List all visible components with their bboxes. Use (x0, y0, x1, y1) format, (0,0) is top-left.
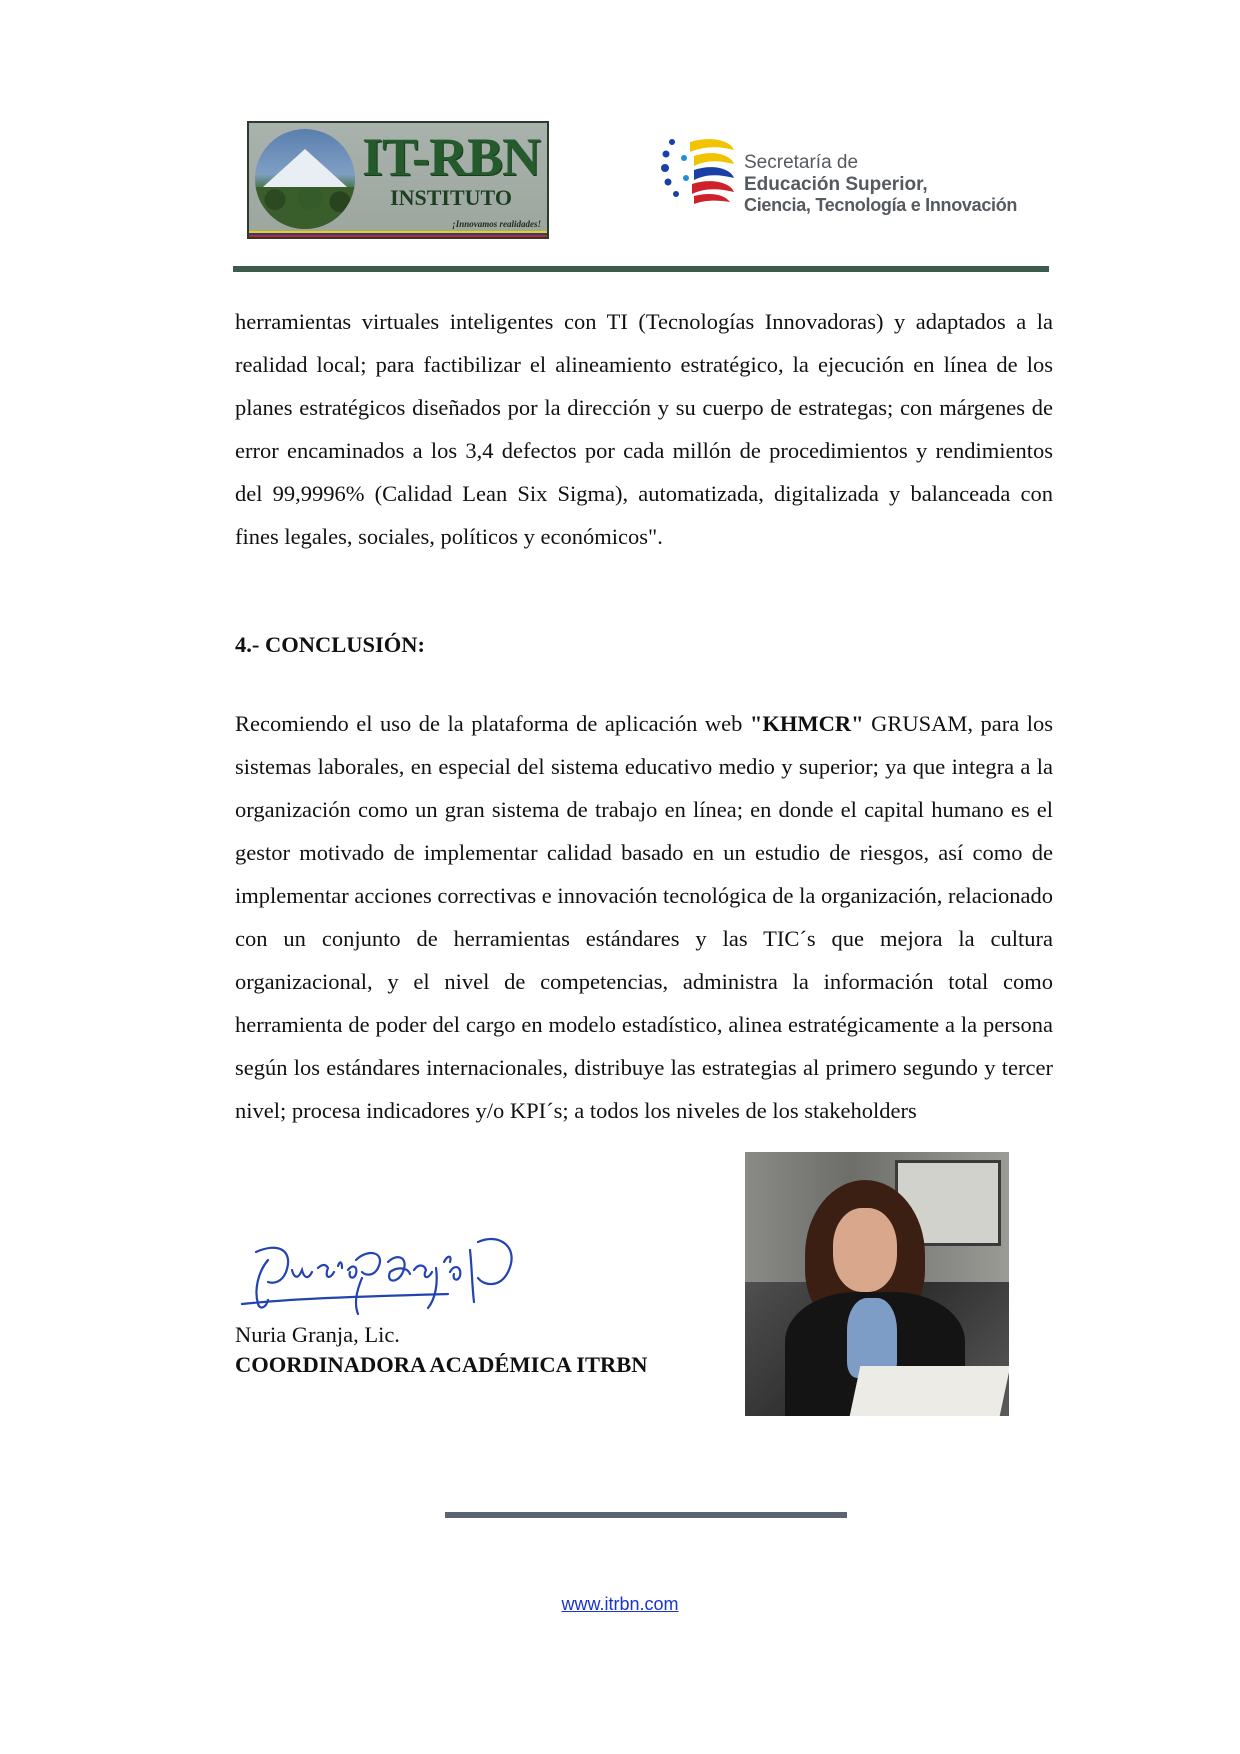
handwritten-signature (238, 1212, 538, 1320)
website-link[interactable]: www.itrbn.com (561, 1594, 679, 1614)
paragraph-1-text: herramientas virtuales inteligentes con TI (Tecnologías Innovadoras) y adaptados a la realidad local; para factibilizar el alineamiento estratégico, la ejecución en línea de los planes estratégicos diseñados por la dirección y su cuerpo de estrategas; con márgenes de error encaminados a los 3,4 defectos por cada millón de procedimientos y rendimientos del 99,9996% (Calidad Lean Six Sigma), automatizada, digitalizada y balanceada con fines legales, sociales, políticos y económicos". (235, 309, 1053, 549)
paragraph-2-before: Recomiendo el uso de la plataforma de aplicación web (235, 711, 750, 736)
senescyt-logo-line3: Ciencia, Tecnología e Innovación (744, 195, 1018, 215)
section-heading: 4.- CONCLUSIÓN: (235, 632, 426, 657)
itrbn-logo-subtitle: INSTITUTO (390, 185, 512, 210)
flag-stripe (249, 231, 547, 237)
senescyt-logo-line2: Educación Superior, (744, 174, 928, 195)
senescyt-logo-line1: Secretaría de (744, 152, 859, 173)
itrbn-logo-tagline: ¡Innovamos realidades! (452, 219, 541, 229)
itrbn-logo-brand: IT-RBN (361, 127, 541, 187)
volcano-emblem-icon (255, 129, 355, 229)
senescyt-logo (660, 134, 1060, 214)
header-divider (233, 266, 1049, 272)
paragraph-2-bold: "KHMCR" (749, 711, 864, 736)
senescyt-emblem-icon (660, 134, 740, 214)
footer-divider (445, 1512, 847, 1518)
paragraph-2 (235, 702, 1053, 1132)
itrbn-logo (247, 121, 549, 239)
coordinator-photo (745, 1152, 1009, 1416)
paragraph-2-after: GRUSAM, para los sistemas laborales, en especial del sistema educativo medio y superior; ya que integra a la organización como un gran sistema de trabajo en línea; en donde el capital humano es el gestor motivado de implementar calidad basado en un estudio de riesgos, así como de implementar acciones correctivas e innovación tecnológica de la organización, relacionado con un conjunto de herramientas estándares y las TIC´s que mejora la cultura organizacional, y el nivel de competencias, administra la información total como herramienta de poder del cargo en modelo estadístico, alinea estratégicamente a la persona según los estándares internacionales, distribuye las estrategias al primero segundo y tercer nivel; procesa indicadores y/o KPI´s; a todos los niveles de los stakeholders (235, 711, 1054, 1123)
signer-title: COORDINADORA ACADÉMICA ITRBN (235, 1352, 648, 1377)
signer-name: Nuria Granja, Lic. (235, 1322, 400, 1347)
paragraph-1 (235, 300, 1053, 558)
paragraph-2-text (235, 702, 1053, 1132)
